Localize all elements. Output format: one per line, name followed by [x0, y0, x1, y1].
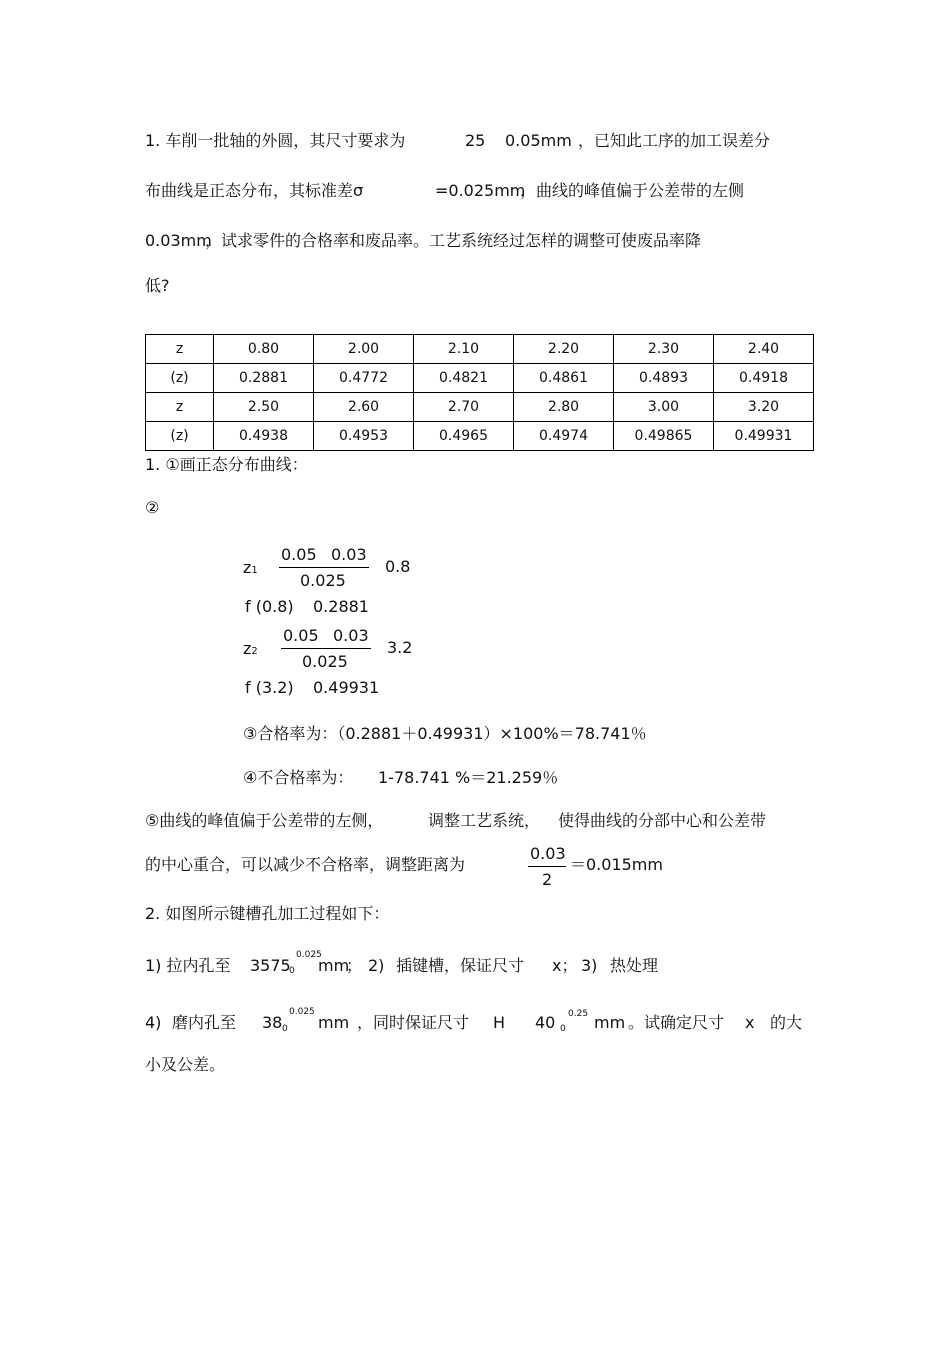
problem2-step1-unit: mm: [318, 956, 350, 975]
problem2-step1-sep: ；: [346, 956, 363, 975]
table-cell: (z): [146, 422, 214, 451]
problem2-step2-x: x；: [552, 956, 578, 975]
table-row: [146, 393, 814, 422]
table-cell: 0.4861: [514, 364, 614, 393]
normal-distribution-table: [145, 334, 814, 451]
problem2-step1-dim: 3575: [250, 956, 291, 975]
problem2-step3-text: 热处理: [610, 956, 659, 975]
z2-denominator: 0.025: [302, 652, 348, 671]
solution-step4-label: ④不合格率为：: [243, 768, 354, 787]
problem2-H-lower-dev: 0: [560, 1024, 566, 1034]
z2-fraction-bar: [281, 648, 371, 649]
table-cell: 0.4953: [314, 422, 414, 451]
problem2-step4-text: 磨内孔至: [172, 1013, 237, 1032]
step5-result: ＝0.015mm: [570, 855, 663, 874]
table-cell: z: [146, 335, 214, 364]
problem2-H-upper-dev: 0.25: [568, 1009, 589, 1019]
problem1-line1-tail: ，已知此工序的加工误差分: [578, 131, 771, 150]
table-cell: 0.4974: [514, 422, 614, 451]
table-cell: 2.00: [314, 335, 414, 364]
problem2-step2-num: 2): [368, 956, 385, 975]
problem1-line2-text: 布曲线是正态分布，其标准差σ: [145, 181, 364, 200]
problem2-step4-upper-dev: 0.025: [289, 1007, 315, 1017]
problem2-step3-num: 3): [581, 956, 598, 975]
z2-variable: z2: [243, 639, 258, 658]
problem1-tolerance: 0.05mm: [505, 131, 572, 150]
problem1-line3-text: ，试求零件的合格率和废品率。工艺系统经过怎样的调整可使废品率降: [205, 231, 702, 250]
table-cell: 2.80: [514, 393, 614, 422]
problem2-step4-text-b: ，同时保证尺寸: [357, 1013, 470, 1032]
problem1-nominal: 25: [465, 131, 486, 150]
table-cell: 2.20: [514, 335, 614, 364]
table-cell: z: [146, 393, 214, 422]
solution-step1: 1. ①画正态分布曲线：: [145, 455, 308, 474]
f2-value: 0.49931: [313, 678, 380, 697]
z1-result: 0.8: [385, 557, 411, 576]
z1-variable: z1: [243, 558, 258, 577]
table-cell: 2.10: [414, 335, 514, 364]
f2-label: f (3.2): [245, 678, 294, 697]
table-cell: 0.4965: [414, 422, 514, 451]
z1-numerator-b: 0.03: [331, 545, 367, 564]
problem2-title: 2. 如图所示键槽孔加工过程如下：: [145, 904, 390, 923]
problem1-sigma-value: =0.025mm: [435, 181, 526, 200]
z1-denominator: 0.025: [300, 571, 346, 590]
z2-result: 3.2: [387, 638, 413, 657]
problem2-step4-unit: mm: [318, 1013, 350, 1032]
z1-numerator-a: 0.05: [281, 545, 317, 564]
solution-step2: ②: [145, 498, 160, 517]
table-cell: 2.50: [214, 393, 314, 422]
table-row: [146, 335, 814, 364]
solution-step5-c: 使得曲线的分部中心和公差带: [558, 811, 767, 830]
problem2-step4-lower-dev: 0: [282, 1024, 288, 1034]
problem1-line1-text: 1. 车削一批轴的外圆，其尺寸要求为: [145, 131, 406, 150]
problem2-step4-dim: 38: [262, 1013, 283, 1032]
solution-step5-b: 调整工艺系统，: [428, 811, 541, 830]
table-cell: 2.40: [714, 335, 814, 364]
problem2-step1-upper-dev: 0.025: [296, 950, 322, 960]
problem2-H-dim: 40: [535, 1013, 556, 1032]
step5-fraction-bar: [528, 866, 566, 867]
problem2-step4-text-d: 的大: [770, 1013, 803, 1032]
table-cell: 0.4821: [414, 364, 514, 393]
solution-step4-value: 1-78.741 %＝21.259％: [378, 768, 559, 787]
z1-fraction-bar: [279, 567, 369, 568]
table-cell: 3.00: [614, 393, 714, 422]
table-cell: 0.80: [214, 335, 314, 364]
table-row: [146, 422, 814, 451]
table-cell: 0.49931: [714, 422, 814, 451]
table-cell: 0.4938: [214, 422, 314, 451]
z2-numerator-a: 0.05: [283, 626, 319, 645]
table-cell: 0.49865: [614, 422, 714, 451]
table-cell: 3.20: [714, 393, 814, 422]
solution-step5-d: 的中心重合，可以减少不合格率，调整距离为: [145, 855, 466, 874]
table-cell: 2.70: [414, 393, 514, 422]
problem2-step4-text-e: 小及公差。: [145, 1055, 226, 1074]
solution-step3: ③合格率为：（0.2881＋0.49931）×100%＝78.741％: [243, 724, 647, 743]
step5-denominator: 2: [542, 870, 553, 889]
f1-label: f (0.8): [245, 597, 294, 616]
table-cell: 0.4918: [714, 364, 814, 393]
z2-numerator-b: 0.03: [333, 626, 369, 645]
problem1-line2-tail: ，曲线的峰值偏于公差带的左侧: [520, 181, 745, 200]
step5-numerator: 0.03: [530, 844, 566, 863]
problem2-x-label: x: [745, 1013, 755, 1032]
problem2-step1-lower-dev: 0: [289, 966, 295, 976]
problem2-step2-text: 插键槽，保证尺寸: [396, 956, 525, 975]
problem2-step4-num: 4): [145, 1013, 162, 1032]
solution-step5-a: ⑤曲线的峰值偏于公差带的左侧，: [145, 811, 384, 830]
problem2-step4-text-c: 。试确定尺寸: [628, 1013, 725, 1032]
f1-value: 0.2881: [313, 597, 369, 616]
table-row: [146, 364, 814, 393]
problem2-H-label: H: [493, 1013, 506, 1032]
problem2-step1-text: 1) 拉内孔至: [145, 956, 231, 975]
table-cell: 2.30: [614, 335, 714, 364]
table-cell: 2.60: [314, 393, 414, 422]
table-cell: 0.4772: [314, 364, 414, 393]
table-cell: 0.2881: [214, 364, 314, 393]
problem2-H-unit: mm: [594, 1013, 626, 1032]
problem1-offset-value: 0.03mm: [145, 231, 212, 250]
table-cell: (z): [146, 364, 214, 393]
table-cell: 0.4893: [614, 364, 714, 393]
problem1-line4-text: 低?: [145, 276, 170, 295]
